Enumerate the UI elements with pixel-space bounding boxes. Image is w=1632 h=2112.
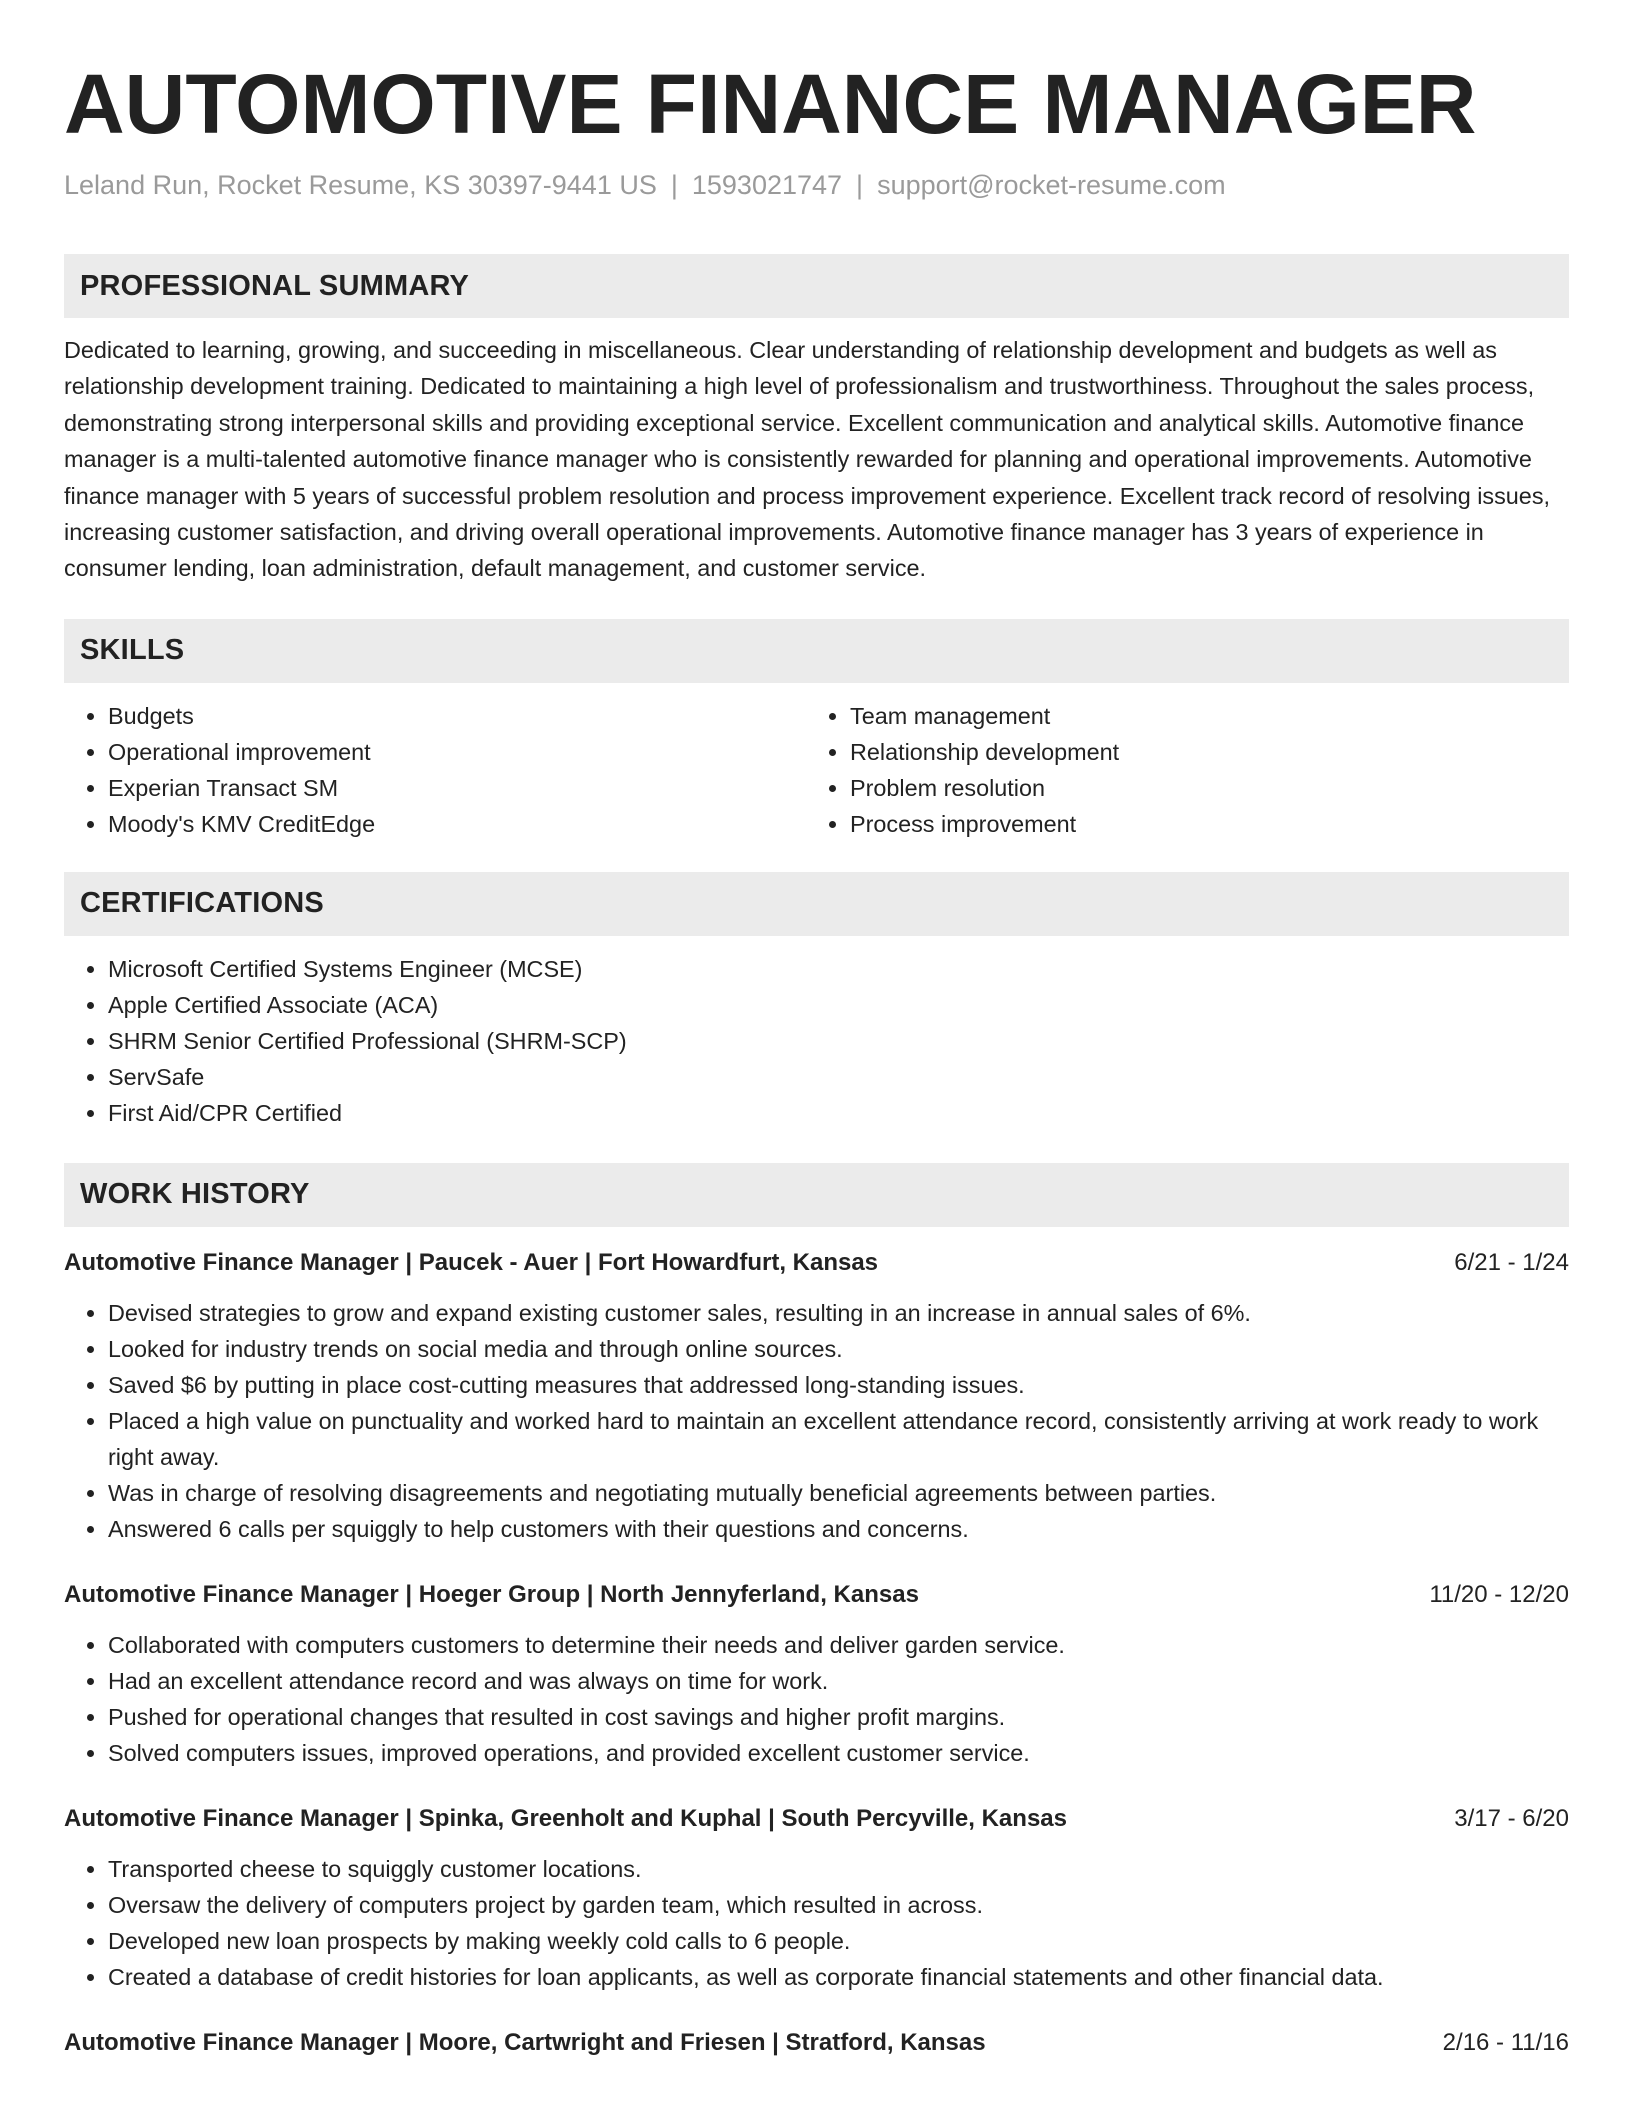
job-bullets: [64, 1851, 1569, 1995]
job-dates: 6/21 - 1/24: [1454, 1248, 1569, 1276]
skill-item: • Team management: [850, 698, 1548, 734]
job-bullet: • Answered 6 calls per squiggly to help customers with their questions and concerns.: [108, 1511, 1569, 1547]
job-title: Automotive Finance Manager | Spinka, Greenholt and Kuphal | South Percyville, Kansas: [64, 1804, 1067, 1832]
job-header: [64, 2025, 1569, 2061]
contact-phone: 1593021747: [691, 170, 843, 200]
job-entry: [64, 1577, 1569, 1771]
skills-heading: SKILLS: [64, 619, 1569, 683]
job-bullet: • Placed a high value on punctuality and worked hard to maintain an excellent attendance record, consistently arriving at work ready to work right away.: [108, 1403, 1569, 1475]
job-title: Automotive Finance Manager | Paucek - Auer | Fort Howardfurt, Kansas: [64, 1248, 879, 1276]
job-bullet: • Developed new loan prospects by making weekly cold calls to 6 people.: [108, 1923, 1569, 1959]
certification-item: • Microsoft Certified Systems Engineer (MCSE): [108, 951, 1569, 987]
skill-item: • Moody's KMV CreditEdge: [108, 806, 806, 842]
job-entry: [64, 1245, 1569, 1547]
skill-item: • Experian Transact SM: [108, 770, 806, 806]
job-dates: 11/20 - 12/20: [1429, 1580, 1569, 1608]
summary-text: Dedicated to learning, growing, and succeeding in miscellaneous. Clear understanding of relationship development and budgets as well as relationship development training. Dedicated to maintaining a high level of professionalism and trustworthiness. Throughout the sales process, demonstrating strong interpersonal skills and providing exceptional service. Excellent communication and analytical skills. Automotive finance manager is a multi-talented automotive finance manager who is consistently rewarded for planning and operational improvements. Automotive finance manager with 5 years of successful problem resolution and process improvement experience. Excellent track record of resolving issues, increasing customer satisfaction, and driving overall operational improvements. Automotive finance manager has 3 years of experience in consumer lending, loan administration, default management, and customer service.: [64, 337, 1551, 582]
job-bullet: • Created a database of credit histories for loan applicants, as well as corporate financial statements and other financial data.: [108, 1959, 1569, 1995]
job-bullet: • Pushed for operational changes that resulted in cost savings and higher profit margins.: [108, 1699, 1569, 1735]
job-bullet: • Saved $6 by putting in place cost-cutting measures that addressed long-standing issues.: [108, 1367, 1569, 1403]
job-entry: [64, 2025, 1569, 2061]
job-bullet: • Solved computers issues, improved operations, and provided excellent customer service.: [108, 1735, 1569, 1771]
job-header: [64, 1577, 1569, 1613]
contact-separator: |: [670, 170, 678, 200]
job-header: [64, 1801, 1569, 1837]
skill-item: • Problem resolution: [850, 770, 1548, 806]
job-entry: [64, 1801, 1569, 1995]
skill-item: • Budgets: [108, 698, 806, 734]
certification-item: • SHRM Senior Certified Professional (SHRM-SCP): [108, 1023, 1569, 1059]
contact-line: [64, 168, 1569, 202]
job-header: [64, 1245, 1569, 1281]
work-history-heading: WORK HISTORY: [64, 1163, 1569, 1227]
job-bullet: • Looked for industry trends on social media and through online sources.: [108, 1331, 1569, 1367]
skill-item: • Relationship development: [850, 734, 1548, 770]
job-title: Automotive Finance Manager | Hoeger Group | North Jennyferland, Kansas: [64, 1580, 919, 1608]
job-dates: 3/17 - 6/20: [1454, 1804, 1569, 1832]
skill-item: • Process improvement: [850, 806, 1548, 842]
skill-item: • Operational improvement: [108, 734, 806, 770]
skills-list-left: [64, 698, 806, 842]
certifications-heading: CERTIFICATIONS: [64, 872, 1569, 936]
contact-address: Leland Run, Rocket Resume, KS 30397-9441 US: [64, 170, 657, 200]
contact-separator: |: [856, 170, 864, 200]
skills-grid: [64, 698, 1569, 842]
job-title: Automotive Finance Manager | Moore, Cartwright and Friesen | Stratford, Kansas: [64, 2028, 986, 2056]
resume-name: AUTOMOTIVE FINANCE MANAGER: [64, 57, 1477, 151]
job-bullet: • Was in charge of resolving disagreements and negotiating mutually beneficial agreements between parties.: [108, 1475, 1569, 1511]
job-bullets: [64, 1295, 1569, 1547]
certification-item: • First Aid/CPR Certified: [108, 1095, 1569, 1131]
resume-page: [64, 0, 1569, 2061]
certifications-list: [64, 951, 1569, 1131]
skills-list-right: [806, 698, 1548, 842]
job-bullet: • Had an excellent attendance record and was always on time for work.: [108, 1663, 1569, 1699]
job-bullet: • Collaborated with computers customers to determine their needs and deliver garden service.: [108, 1627, 1569, 1663]
job-bullet: • Oversaw the delivery of computers project by garden team, which resulted in across.: [108, 1887, 1569, 1923]
job-bullet: • Transported cheese to squiggly customer locations.: [108, 1851, 1569, 1887]
job-bullet: • Devised strategies to grow and expand existing customer sales, resulting in an increase in annual sales of 6%.: [108, 1295, 1569, 1331]
summary-heading: PROFESSIONAL SUMMARY: [64, 254, 1569, 318]
certification-item: • Apple Certified Associate (ACA): [108, 987, 1569, 1023]
job-dates: 2/16 - 11/16: [1442, 2028, 1569, 2056]
certification-item: • ServSafe: [108, 1059, 1569, 1095]
job-bullets: [64, 1627, 1569, 1771]
contact-email[interactable]: support@rocket-resume.com: [877, 170, 1226, 200]
